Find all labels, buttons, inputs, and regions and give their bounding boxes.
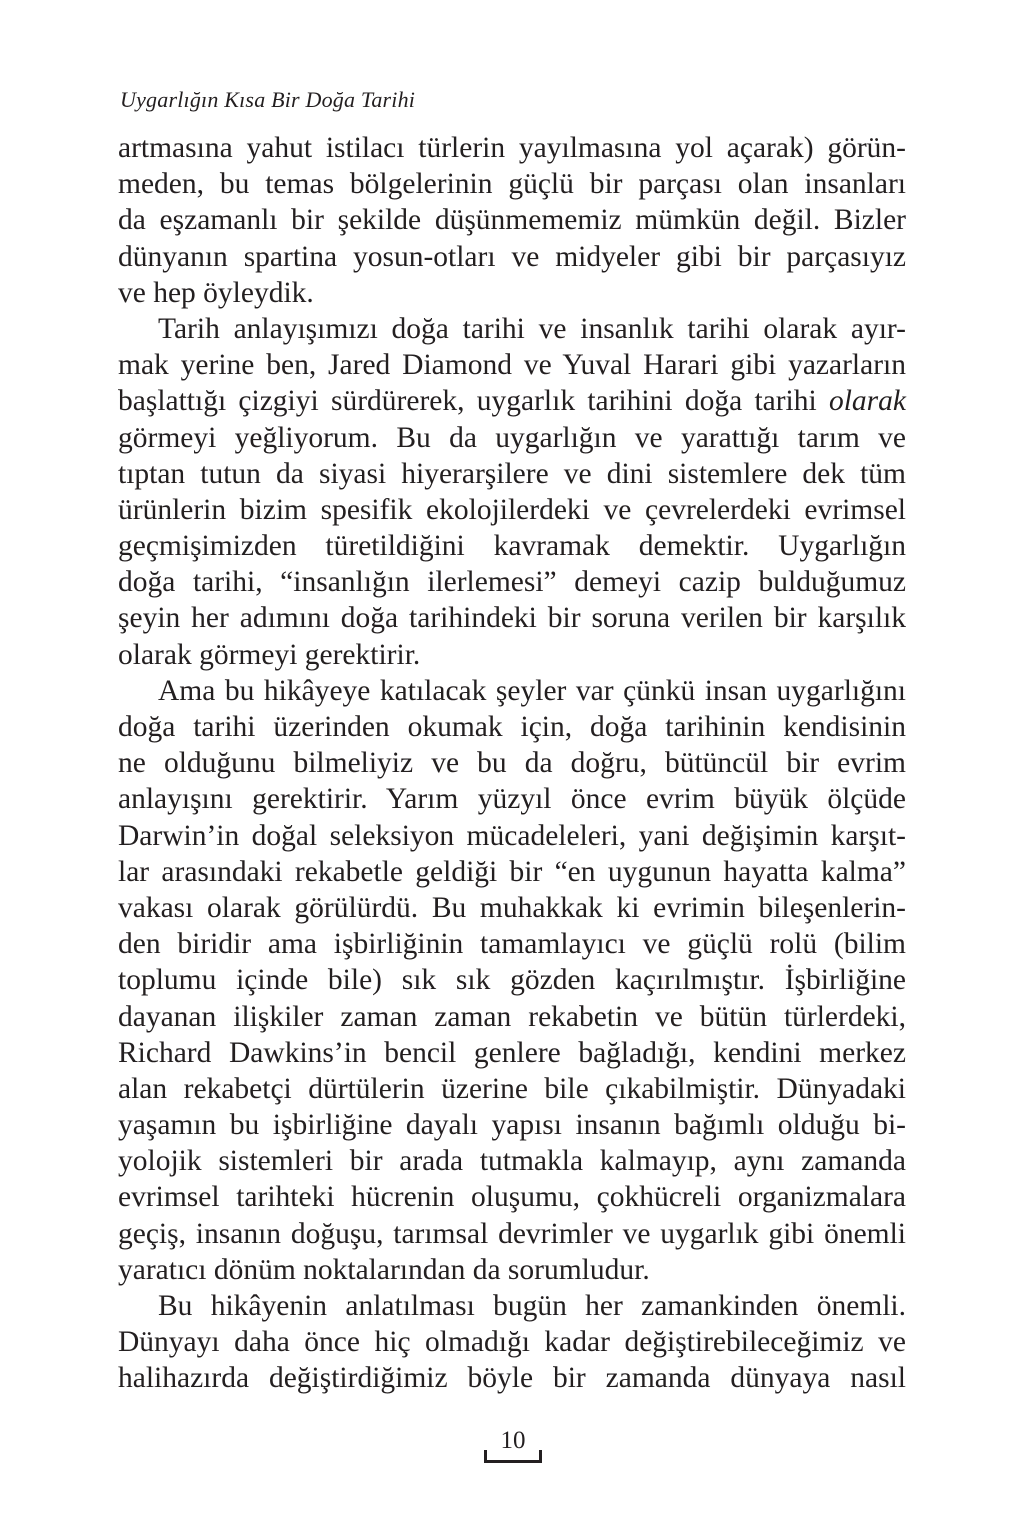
text-line: artmasına yahut istilacı türlerin yayılmasına yol açarak) görün- [118,132,906,164]
text-line: alan rekabetçi dürtülerin üzerine bile çıkabilmiştir. Dünyadaki [118,1072,906,1105]
text-line: dünyanın spartina yosun-otları ve midyeler gibi bir parçasıyız [118,240,906,273]
text-line: tıptan tutun da siyasi hiyerarşilere ve dini sistemlere dek tüm [118,457,906,490]
page-footer [0,1426,1024,1470]
running-header: Uygarlığın Kısa Bir Doğa Tarihi [120,87,416,112]
text-line: toplumu içinde bile) sık sık gözden kaçırılmıştır. İşbirliğine [118,964,906,997]
text-line: ürünlerin bizim spesifik ekolojilerdeki ve çevrelerdeki evrimsel [118,493,906,526]
text-line: görmeyi yeğliyorum. Bu da uygarlığın ve yarattığı tarım ve [118,421,906,454]
text-line: yaratıcı dönüm noktalarından da sorumludur. [118,1253,650,1286]
text-line: Darwin’in doğal seleksiyon mücadeleleri, yani değişimin karşıt- [118,819,906,852]
italic-word: olarak [828,385,907,418]
page-number-ornament-right [539,1450,542,1463]
text-segment: başlattığı çizgiyi sürdürerek, uygarlık tarihini doğa tarihi [118,385,817,418]
text-line: olarak görmeyi gerektirir. [118,638,421,671]
text-line: yaşamın bu işbirliğine dayalı yapısı insanın bağımlı olduğu bi- [118,1109,906,1142]
text-line: da eşzamanlı bir şekilde düşünmememiz mümkün değil. Bizler [118,204,906,237]
text-line: vakası olarak görülürdü. Bu muhakkak ki evrimin bileşenlerin- [118,891,906,924]
text-line: ve hep öyleydik. [118,276,314,309]
text-line: evrimsel tarihteki hücrenin oluşumu, çokhücreli organizmalara [118,1181,906,1214]
text-line: mak yerine ben, Jared Diamond ve Yuval Harari gibi yazarların [118,349,906,382]
text-line: ne olduğunu bilmeliyiz ve bu da doğru, bütüncül bir evrim [118,747,906,780]
text-line: meden, bu temas bölgelerinin güçlü bir parçası olan insanları [118,168,906,201]
text-line: Tarih anlayışımızı doğa tarihi ve insanlık tarihi olarak ayır- [158,312,906,345]
text-line: doğa tarihi, “insanlığın ilerlemesi” demeyi cazip bulduğumuz [118,566,906,599]
text-line: geçmişimizden türetildiğini kavramak demektir. Uygarlığın [118,530,906,563]
text-line: Bu hikâyenin anlatılması bugün her zamankinden önemli. [158,1290,906,1322]
text-line [118,383,906,419]
text-line: dayanan ilişkiler zaman zaman rekabetin ve bütün türlerdeki, [118,1000,906,1033]
text-line: doğa tarihi üzerinden okumak için, doğa tarihinin kendisinin [118,711,906,743]
text-line: Ama bu hikâyeye katılacak şeyler var çünkü insan uygarlığını [158,674,906,707]
text-line: Richard Dawkins’in bencil genlere bağladığı, kendini merkez [118,1036,906,1069]
text-line: halihazırda değiştirdiğimiz böyle bir zamanda dünyaya nasıl [118,1362,906,1395]
body-text [118,130,906,1397]
page-number-rule [484,1460,542,1463]
text-line: anlayışını gerektirir. Yarım yüzyıl önce evrim büyük ölçüde [118,783,906,816]
text-line: yolojik sistemleri bir arada tutmakla kalmayıp, aynı zamanda [118,1145,906,1178]
text-line: lar arasındaki rekabetle geldiği bir “en uygunun hayatta kalma” [118,855,906,888]
text-line: den biridir ama işbirliğinin tamamlayıcı ve güçlü rolü (bilim [118,928,906,961]
text-line: şeyin her adımını doğa tarihindeki bir soruna verilen bir karşılık [118,602,906,635]
text-line: Dünyayı daha önce hiç olmadığı kadar değiştirebileceğimiz ve [118,1326,906,1359]
text-line: geçiş, insanın doğuşu, tarımsal devrimler ve uygarlık gibi önemli [118,1217,906,1250]
page-number: 10 [500,1427,526,1454]
